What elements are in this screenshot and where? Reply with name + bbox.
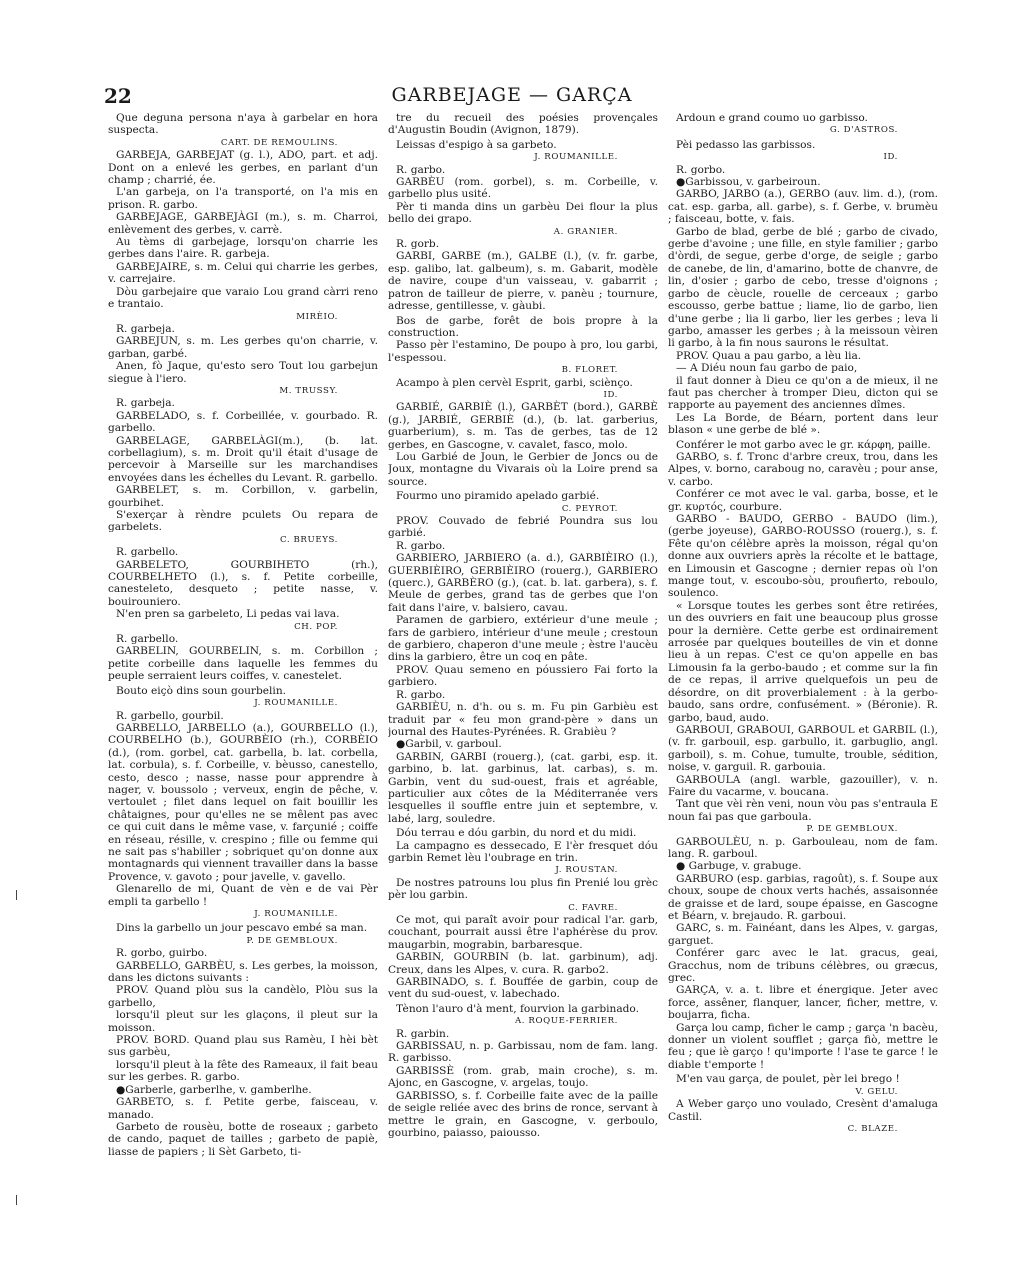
entry-paragraph: GARBURO (esp. garbias, ragoût), s. f. Soupe aux choux, soupe de choux verts hachés, assaisonnée de graisse et de lard, soupe épaisse, en Gascogne et Béarn, v. brejaudo. R. garboui. — [668, 872, 938, 922]
entry-paragraph: Ardoun e grand coumo uo garbisso. — [676, 112, 868, 124]
entry-paragraph: Tènon l'auro d'à ment, fourvion la garbinado. — [396, 1002, 639, 1015]
entry-paragraph: il faut donner à Dieu ce qu'on a de mieux, il ne faut pas chercher à tromper Dieu, dicton qui se rapporte au payement des anciennes dîmes. — [668, 374, 938, 412]
entry-paragraph: lorsqu'il pleut sur les glaçons, il pleut sur la moisson. — [108, 1009, 378, 1034]
entry-paragraph: Les La Borde, de Béarn, portent dans leur blason « une gerbe de blé ». — [668, 411, 938, 437]
entry-paragraph: Paramen de garbiero, extérieur d'une meule ; fars de garbiero, intérieur d'une meule ; crestoun de garbiero, chaperon d'une meule ; èstre l'aucèu dins la garbiero, être un coq en pâte. — [388, 614, 658, 664]
entry-paragraph: GARBELLO, GARBÈU, s. Les gerbes, la moisson, dans les dictons suivants : — [108, 959, 378, 985]
entry-paragraph: R. gorbo, guirbo. — [116, 947, 208, 960]
citation-author: M. TRUSSY. — [279, 385, 338, 396]
entry-paragraph: GARBISSAU, n. p. Garbissau, nom de fam. lang. R. garbisso. — [388, 1040, 658, 1065]
entry-paragraph: Passo pèr l'estamino, De poupo à pro, lou garbi, l'espessou. — [388, 339, 658, 364]
entry-paragraph: GARBELIN, GOURBELIN, s. m. Corbillon ; petite corbeille dans laquelle les femmes du peuple serraient leurs coiffes, v. canestelet. — [108, 645, 378, 683]
citation-author: C. PEYROT. — [561, 503, 618, 514]
citation-author: MIRÈIO. — [296, 311, 338, 322]
entry-paragraph: Bos de garbe, forêt de bois propre à la construction. — [388, 314, 658, 339]
entry-paragraph: La campagno es dessecado, E l'èr fresquet dóu garbin Remet lèu l'oubrage en trin. — [388, 839, 658, 864]
citation-author: J. ROUMANILLE. — [534, 152, 618, 163]
entry-paragraph: Fourmo uno piramido apelado garbié. — [396, 490, 600, 503]
entry-paragraph: GARBIN, GARBI (rouerg.), (cat. garbi, esp. it. garbino, b. lat. garbinus, lat. carbas), s. m. Garbin, vent du sud-ouest, frais et agréable, particulier aux côtes de la Méditerranée vers lesquelles il souffle entre juin et septembre, v. labé, larg, souledre. — [388, 750, 658, 825]
entry-paragraph: GARBINADO, s. f. Bouffée de garbin, coup de vent du sud-ouest, v. labechado. — [388, 976, 658, 1001]
entry-paragraph: R. garbo. — [396, 539, 446, 552]
entry-paragraph: GARBO, JARBO (a.), GERBO (auv. lim. d.), (rom. cat. esp. garba, all. garbe), s. f. Gerbe, v. brumèu ; faisceau, botte, v. fais. — [668, 188, 938, 226]
entry-paragraph: L'an garbeja, on l'a transporté, on l'a mis en prison. R. garbo. — [108, 186, 378, 211]
citation-author: C. FAVRE. — [568, 902, 618, 913]
entry-paragraph: GARBELETO, GOURBIHETO (rh.), COURBELHETO (l.), s. f. Petite corbeille, canesteleto, desqueto ; petite nasse, v. bouirouniero. — [108, 558, 378, 608]
column-middle — [388, 112, 658, 1192]
citation-author: J. ROUMANILLE. — [254, 698, 338, 709]
entry-paragraph: GARBO, s. f. Tronc d'arbre creux, trou, dans les Alpes, v. borno, caraboug no, caravèu ; pour anse, v. carbo. — [668, 450, 938, 488]
margin-mark — [16, 1195, 17, 1205]
entry-paragraph: GARBO - BAUDO, GERBO - BAUDO (lim.), (gerbe joyeuse), GARBO-ROUSSO (rouerg.), s. f. Fête qu'on célèbre après la moisson, régal qu'on donne aux ouvriers après la récolte et le battage, en Limousin et Gascogne ; dernier repas où l'on mange tout, v. escoubo-sòu, proufierto, reboulo, soulenco. — [668, 513, 938, 600]
entry-paragraph: GARBIÉ, GARBIÈ (l.), GARBÈT (bord.), GARBÈ (g.), JARBIÉ, GERBIÈ (d.), (b. lat. garberius, guarberium), s. m. Tas de gerbes, tas de 12 gerbes, en Gascogne, v. cavalet, fasco, molo. — [388, 401, 658, 451]
entry-paragraph: GARBIERO, JARBIERO (a. d.), GARBIÈIRO (l.), GUERBIÈIRO, GERBIÈIRO (rouerg.), GARBIERO (querc.), GARBÈRO (g.), (cat. b. lat. garbera), s. f. Meule de gerbes, grand tas de gerbes que l'on fait dans l'aire, v. balsiero, cavau. — [388, 552, 658, 614]
entry-paragraph: ● Garbuge, v. grabuge. — [676, 860, 802, 873]
entry-paragraph: GARBEJA, GARBEJAT (g. l.), ADO, part. et adj. Dont on a enlevé les gerbes, en parlant d'un champ ; charrié, ée. — [108, 149, 378, 187]
entry-paragraph: Glenarello de mi, Quant de vèn e de vai Pèr empli ta garbello ! — [108, 883, 378, 908]
entry-paragraph: Lou Garbié de Joun, le Gerbier de Joncs ou de Joux, montagne du Vivarais où la Loire prend sa source. — [388, 450, 658, 488]
entry-paragraph: R. gorbo. — [676, 163, 726, 176]
entry-paragraph: De nostres patrouns lou plus fin Prenié lou grèc pèr lou garbin. — [388, 876, 658, 902]
entry-paragraph: GARBEJAIRE, s. m. Celui qui charrie les gerbes, v. carrejaire. — [108, 260, 378, 286]
citation-author: C. BRUEYS. — [279, 534, 338, 545]
citation-author: P. DE GEMBLOUX. — [806, 824, 898, 835]
entry-paragraph: GARBIÈU, n. d'h. ou s. m. Fu pin Garbièu est traduit par « feu mon grand-père » dans un journal des Hautes-Pyrénées. R. Grabièu ? — [388, 701, 658, 738]
entry-paragraph: Garça lou camp, ficher le camp ; garça 'n bacèu, donner un violent soufflet ; garça fiò, mettre le feu ; que iè garço ! qu'importe ! l'ase te garce ! le diable t'emporte ! — [668, 1021, 938, 1071]
entry-paragraph: R. garbeja. — [116, 322, 175, 335]
entry-paragraph: Dóu terrau e dóu garbin, du nord et du midi. — [396, 827, 637, 840]
entry-paragraph: GARBEJAGE, GARBEJÀGI (m.), s. m. Charroi, enlèvement des gerbes, v. carrè. — [108, 211, 378, 236]
entry-paragraph: Au tèms di garbejage, lorsqu'on charrie les gerbes dans l'aire. R. garbeja. — [108, 236, 378, 261]
entry-paragraph: R. garbello, gourbil. — [116, 709, 224, 722]
entry-paragraph: M'en vau garça, de poulet, pèr lei brego ! — [676, 1073, 900, 1086]
citation-author: CART. DE REMOULINS. — [220, 137, 338, 148]
entry-paragraph: R. garbo. — [396, 163, 446, 176]
entry-paragraph: R. garbeja. — [116, 397, 175, 410]
entry-paragraph: GARBOULÈU, n. p. Garbouleau, nom de fam. lang. R. garboul. — [668, 835, 938, 860]
citation-author: A. GRANIER. — [553, 226, 618, 237]
citation-author: J. ROUMANILLE. — [254, 909, 338, 919]
entry-paragraph: Garbo de blad, gerbe de blé ; garbo de civado, gerbe d'avoine ; une fille, en style familier ; garbo d'òrdi, de segue, gerbe d'orge, de seigle ; garbo de canebe, de lin, d'amarino, botte de chanvre, de lin, d'osier ; garbo de cebo, tresse d'oignons ; garbo de cèucle, rouelle de cerceaux ; garbo escousso, gerbe battue ; liame, lio de garbo, lien d'une gerbe ; lia li garbo, lier les gerbes ; leva li garbo, amasser les gerbes ; à la meissoun vèiren li garbo, à la fin nous saurons le résultat. — [668, 225, 938, 350]
entry-paragraph: GARBELAGE, GARBELÀGI(m.), (b. lat. corbellagium), s. m. Droit qu'il était d'usage de percevoir à Marseille sur les marchandises envoyées dans les échelles du Levant. R. garbello. — [108, 434, 378, 484]
entry-paragraph: GARBETO, s. f. Petite gerbe, faisceau, v. manado. — [108, 1096, 378, 1121]
entry-paragraph: GARBIN, GOURBIN (b. lat. garbinum), adj. Creux, dans les Alpes, v. cura. R. garbo2. — [388, 951, 658, 976]
entry-paragraph: Ce mot, qui paraît avoir pour radical l'ar. garb, couchant, pourrait aussi être l'aphérèse du prov. maugarbin, mograbin, barbaresque. — [388, 914, 658, 951]
entry-paragraph: Pèi pedasso las garbissos. — [676, 138, 816, 151]
entry-paragraph: GARBISSÈ (rom. grab, main croche), s. m. Ajonc, en Gascogne, v. argelas, toujo. — [388, 1064, 658, 1090]
citation-author: J. ROUSTAN. — [555, 865, 618, 876]
citation-author: G. D'ASTROS. — [829, 125, 898, 136]
entry-paragraph: R. gorb. — [396, 238, 440, 251]
entry-paragraph: GARBELET, s. m. Corbillon, v. garbelin, gourbihet. — [108, 484, 378, 509]
entry-paragraph: S'exerçar à rèndre pculets Ou repara de garbelets. — [108, 509, 378, 534]
entry-paragraph: PROV. Quau a pau garbo, a lèu lia. — [676, 349, 862, 362]
entry-paragraph: PROV. Quand plòu sus la candèlo, Plòu sus la garbello, — [108, 984, 378, 1009]
entry-paragraph: GARBEJUN, s. m. Les gerbes qu'on charrie, v. garban, garbé. — [108, 335, 378, 360]
entry-paragraph: Conférer garc avec le lat. gracus, geai, Gracchus, nom de tribuns célèbres, ou græcus, grec. — [668, 947, 938, 985]
entry-paragraph: A Weber garço uno voulado, Cresènt d'amaluga Castil. — [668, 1098, 938, 1123]
entry-paragraph: Pèr ti manda dins un garbèu Dei flour la plus bello dei grapo. — [388, 200, 658, 226]
entry-paragraph: « Lorsque toutes les gerbes sont être retirées, un des ouvriers en fait une beaucoup plus grosse pour la dernière. Cette gerbe est ordinairement arrosée par quelques bouteilles de vin et donne lieu à un repas. C'est ce qu'on appelle en bas Limousin fa la gerbo-baudo ; et comme sur la fin de ce repas, il arrive quelquefois un peu de désordre, on dit proverbialement : à la gerbo-baudo, sans ordre, confusément. » (Béronie). R. garbo, baud, audo. — [668, 599, 938, 724]
entry-paragraph: ●Garbil, v. garboul. — [396, 738, 502, 751]
entry-paragraph: GARC, s. m. Fainéant, dans les Alpes, v. gargas, garguet. — [668, 922, 938, 947]
citation-author: ID. — [883, 152, 898, 163]
entry-paragraph: GARBELLO, JARBELLO (a.), GOURBELLO (l.), COURBELHO (b.), GOURBÈIO (rh.), CORBÈIO (d.), (rom. gorbel, cat. garbella, b. lat. corbella, lat. corbula), s. f. Corbeille, v. bèusso, canestello, cesto, desco ; nasse, nasse pour apprendre à nager, v. boussolo ; verveux, engin de pêche, v. vertoulet ; filet dans lequel on fait bouillir les châtaignes, pour qu'elles ne se mêlent pas avec ce qui cuit dans le même vase, v. farçunié ; coiffe en réseau, résille, v. crespino ; fille ou femme qui ne sait pas s'habiller ; sobriquet qu'on donne aux montagnards qui viennent travailler dans la basse Provence, v. gavoto ; pour javelle, v. gavello. — [108, 721, 378, 883]
margin-mark — [16, 890, 17, 900]
entry-paragraph: R. garbin. — [396, 1027, 450, 1040]
entry-paragraph: PROV. Quau semeno en póussiero Fai forto la garbiero. — [388, 663, 658, 689]
entry-paragraph: GARBELADO, s. f. Corbeillée, v. gourbado. R. garbello. — [108, 409, 378, 435]
entry-paragraph: GARBISSO, s. f. Corbeille faite avec de la paille de seigle reliée avec des brins de ronce, servant à mettre le grain, en Gascogne, v. gerboulo, gourbino, paiasso, paiousso. — [388, 1089, 658, 1139]
entry-paragraph: PROV. BORD. Quand plau sus Ramèu, I hèi bèt sus garbèu, — [108, 1034, 378, 1059]
entry-paragraph: N'en pren sa garbeleto, Li pedas vai lava. — [116, 608, 340, 621]
citation-author: P. DE GEMBLOUX. — [246, 935, 338, 946]
entry-paragraph: R. garbello. — [116, 546, 179, 559]
citation-author: CH. POP. — [294, 621, 338, 632]
entry-paragraph: Conférer ce mot avec le val. garba, bosse, et le gr. κυρτός, courbure. — [668, 488, 938, 513]
entry-paragraph: Garbeto de rousèu, botte de roseaux ; garbeto de cando, paquet de tailles ; garbeto de papiè, liasse de papiers ; li Sèt Garbeto, ti- — [108, 1120, 378, 1158]
page-number: 22 — [104, 84, 132, 108]
entry-paragraph: Anen, fò Jaque, qu'esto sero Tout lou garbejun siegue à l'iero. — [108, 360, 378, 385]
entry-paragraph: GARÇA, v. a. t. libre et énergique. Jeter avec force, assêner, flanquer, lancer, ficher, mettre, v. boujarra, ficha. — [668, 984, 938, 1022]
entry-paragraph: Dins la garbello un jour pescavo embé sa man. — [116, 922, 368, 935]
entry-paragraph: GARBI, GARBE (m.), GALBE (l.), (v. fr. garbe, esp. galibo, lat. galbeum), s. m. Gabarit, modèle de navire, coupe d'un vaisseau, v. gabarrit ; patron de tailleur de pierre, v. panèu ; tournure, adresse, gentillesse, v. gàubi. — [388, 250, 658, 313]
entry-paragraph: — A Diéu noun fau garbo de paio, — [676, 362, 858, 375]
citation-author: V. GELU. — [855, 1086, 898, 1097]
entry-paragraph: R. garbo. — [396, 688, 446, 701]
entry-paragraph: Dòu garbejaire que varaio Lou grand càrri reno e trantaio. — [108, 285, 378, 311]
entry-paragraph: GARBOUI, GRABOUI, GARBOUL et GARBIL (l.), (v. fr. garbouil, esp. garbullo, it. garbuglio, angl. garboil), s. m. Cohue, tumulte, trouble, sédition, noise, v. garguil. R. garbouia. — [668, 723, 938, 774]
entry-paragraph: Leissas d'espigo à sa garbeto. — [396, 138, 557, 151]
entry-paragraph: PROV. Couvado de febrié Poundra sus lou garbié. — [388, 515, 658, 540]
entry-paragraph: ●Garbissou, v. garbeiroun. — [676, 176, 821, 189]
entry-paragraph: R. garbello. — [116, 633, 179, 646]
entry-paragraph: GARBÈU (rom. gorbel), s. m. Corbeille, v. garbello plus usité. — [388, 176, 658, 201]
entry-paragraph: Acampo à plen cervèl Esprit, garbi, sciènço. — [396, 376, 633, 389]
citation-author: A. ROQUE-FERRIER. — [514, 1016, 618, 1027]
citation-author: ID. — [603, 389, 618, 400]
column-right — [668, 112, 938, 1192]
entry-paragraph: tre du recueil des poésies provençales d'Augustin Boudin (Avignon, 1879). — [388, 112, 658, 137]
column-left — [108, 112, 378, 1192]
entry-paragraph: GARBOULA (angl. warble, gazouiller), v. n. Faire du vacarme, v. boucana. — [668, 773, 938, 798]
entry-paragraph: lorsqu'il pleut à la fête des Rameaux, il fait beau sur les gerbes. R. garbo. — [108, 1058, 378, 1084]
entry-paragraph: Bouto eiçò dins soun gourbelin. — [116, 684, 287, 697]
entry-paragraph: Conférer le mot garbo avec le gr. κάρφη, paille. — [676, 438, 931, 451]
running-header: GARBEJAGE — GARÇA — [391, 84, 633, 106]
entry-paragraph: Que deguna persona n'aya à garbelar en hora suspecta. — [108, 112, 378, 137]
entry-paragraph: ●Garberle, garberlhe, v. gamberlhe. — [116, 1083, 312, 1096]
citation-author: B. FLORET. — [561, 365, 618, 376]
citation-author: C. BLAZE. — [847, 1123, 898, 1134]
entry-paragraph: Tant que vèi rèn veni, noun vòu pas s'entraula E noun fai pas que garboula. — [668, 798, 938, 823]
